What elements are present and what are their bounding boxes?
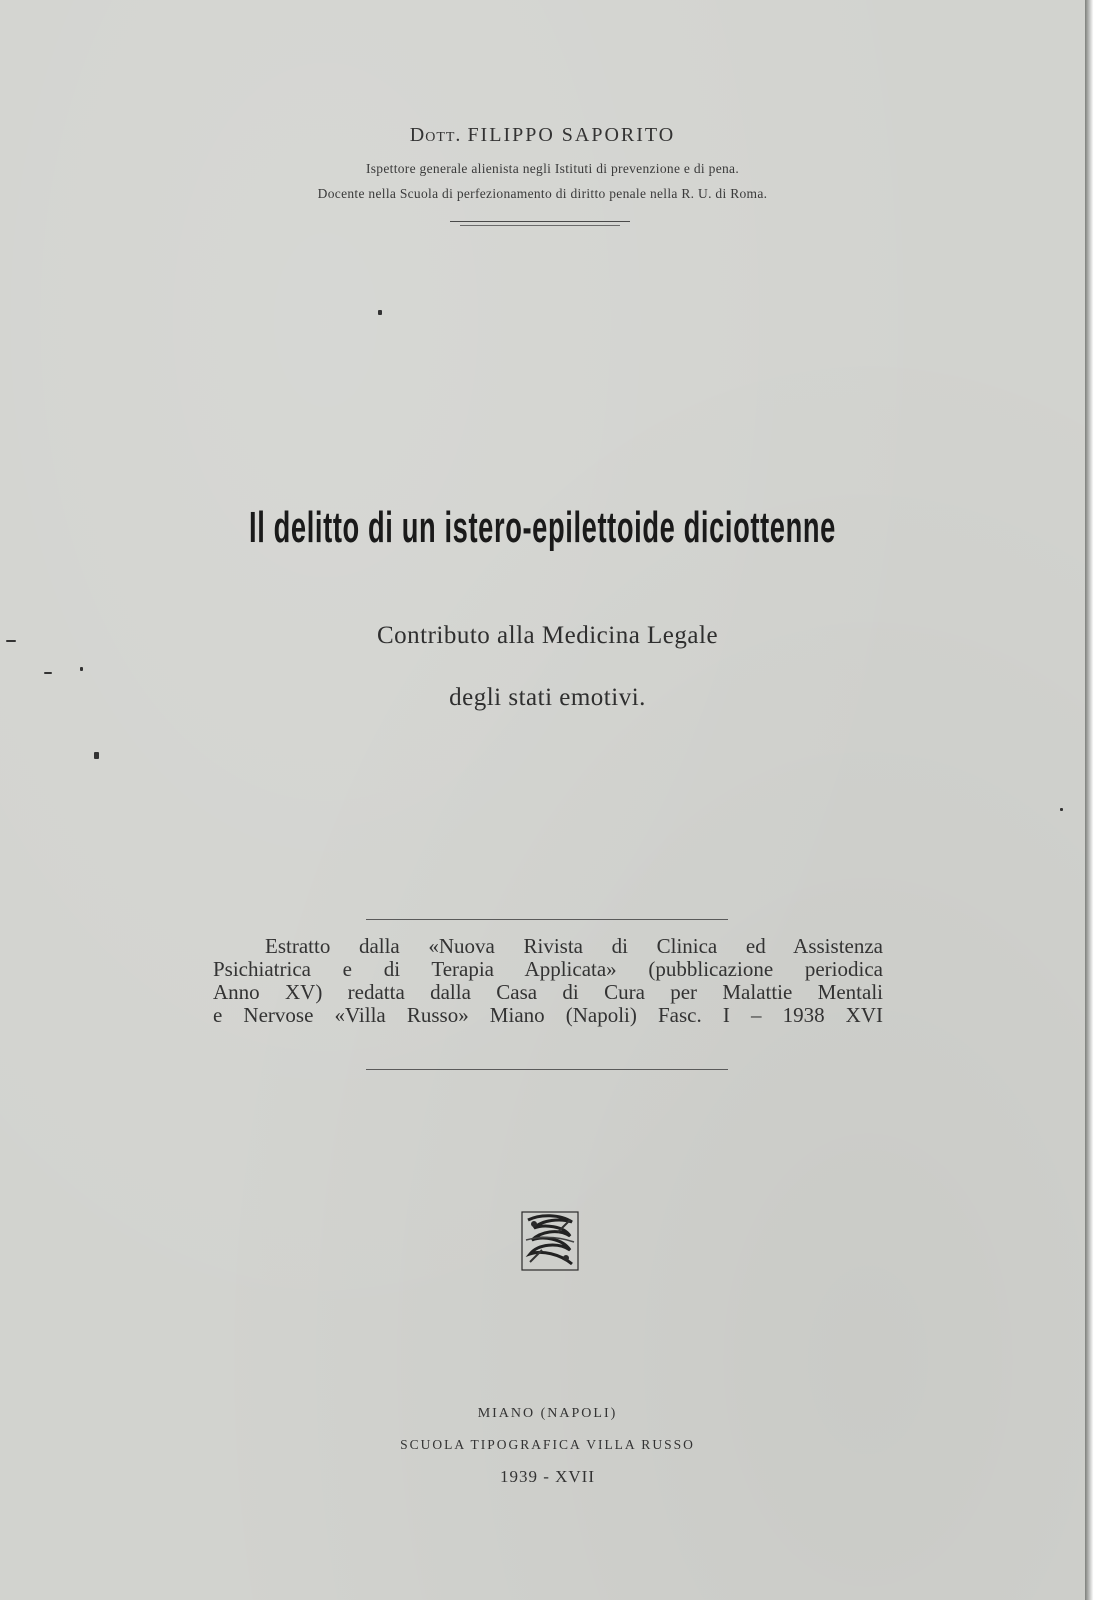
header-divider-secondary — [460, 225, 620, 226]
imprint-place: MIANO (NAPOLI) — [477, 1406, 618, 1421]
main-title: Il delitto di un istero-epilettoide diciottenne — [249, 503, 836, 552]
paper-speck — [80, 667, 83, 671]
imprint-printer: SCUOLA TIPOGRAFICA VILLA RUSSO — [400, 1437, 695, 1452]
extract-line: e Nervose «Villa Russo» Miano (Napoli) Fasc. I – 1938 XVI — [213, 1003, 883, 1027]
affiliation-line-2: Docente nella Scuola di perfezionamento di diritto penale nella R. U. di Roma. — [317, 186, 768, 201]
extract-line: Psichiatrica e di Terapia Applicata» (pubblicazione periodica — [213, 957, 883, 981]
extract-top-divider — [366, 919, 728, 920]
extract-line: Anno XV) redatta dalla Casa di Cura per Malattie Mentali — [213, 980, 883, 1004]
author-line — [0, 124, 1085, 147]
extract-bottom-divider — [366, 1069, 728, 1070]
subtitle-line-1: Contributo alla Medicina Legale — [376, 622, 719, 649]
author-name: FILIPPO SAPORITO — [467, 124, 676, 146]
paper-speck — [94, 752, 99, 759]
author-prefix: Dott. — [409, 124, 462, 146]
subtitle-line-2: degli stati emotivi. — [449, 684, 646, 711]
paper-speck — [1060, 808, 1063, 811]
typographic-monogram-icon — [520, 1210, 580, 1272]
paper-speck — [6, 640, 16, 642]
paper-speck — [378, 310, 382, 315]
affiliation-line-1: Ispettore generale alienista negli Istituti di prevenzione e di pena. — [365, 161, 740, 176]
extract-note — [213, 935, 883, 1027]
extract-line: Estratto dalla «Nuova Rivista di Clinica ed Assistenza — [265, 934, 883, 958]
paper-speck — [44, 672, 52, 674]
scan-edge — [1085, 0, 1099, 1600]
header-divider — [450, 221, 630, 222]
imprint-date: 1939 - XVII — [499, 1467, 596, 1486]
